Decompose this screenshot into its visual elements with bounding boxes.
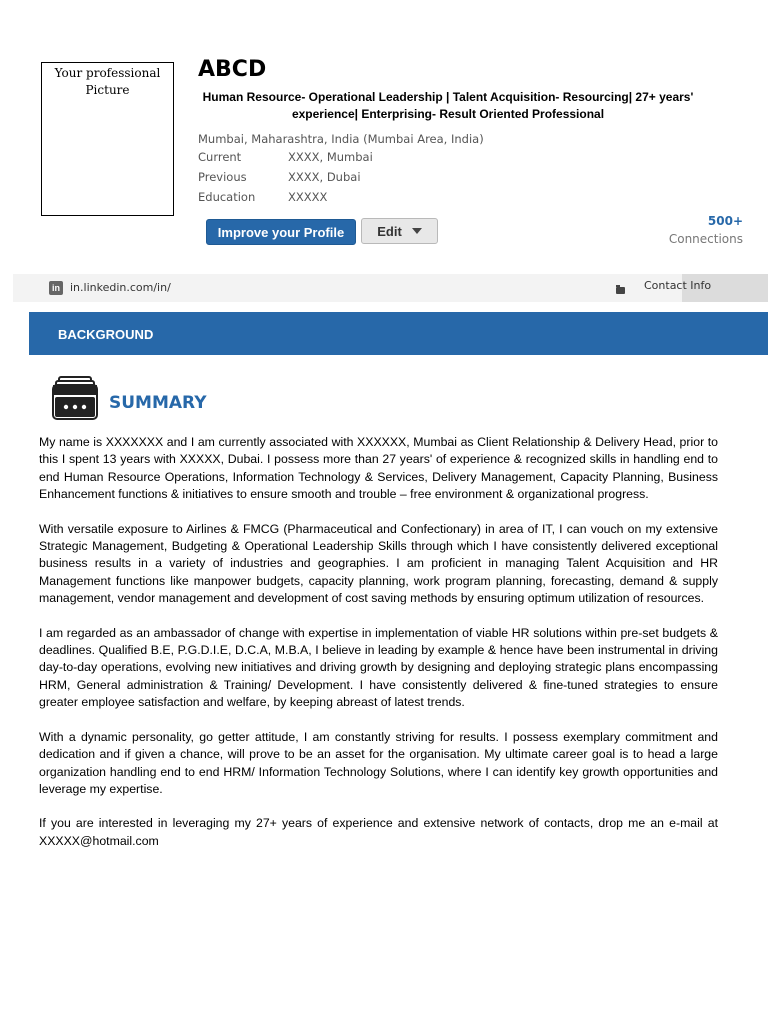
improve-profile-button[interactable]: Improve your Profile	[206, 219, 356, 245]
public-profile-url-bar	[13, 274, 768, 302]
background-title: BACKGROUND	[58, 327, 154, 342]
contact-card-icon	[616, 287, 625, 294]
profile-photo-placeholder[interactable]	[41, 62, 174, 216]
summary-body	[39, 434, 718, 867]
photo-placeholder-text: Your professional Picture	[54, 66, 161, 97]
summary-title: SUMMARY	[109, 393, 207, 413]
profile-headline: Human Resource- Operational Leadership | Talent Acquisition- Resourcing| 27+ years' experience| Enterprising- Result Oriented Professional	[202, 90, 694, 121]
caret-down-icon	[412, 228, 422, 234]
summary-icon	[52, 376, 98, 420]
connections-count[interactable]: 500+	[707, 214, 743, 228]
background-section-header	[29, 312, 768, 355]
summary-paragraph: With versatile exposure to Airlines & FMCG (Pharmaceutical and Confectionary) in area of IT, I can vouch on my extensive Strategic Management, Budgeting & Operational Leadership Skills through which I have consistently delivered exceptional business results in a variety of industries and geographies. I am proficient in managing Talent Acquisition and HR Management functions like manpower budgets, capacity planning, work program planning, forecasting, demand & supply management, vendor management and development of cost saving methods by ensuring optimum utilization of resources.	[39, 521, 718, 606]
contact-info-button[interactable]: Contact Info	[644, 279, 712, 292]
summary-paragraph: I am regarded as an ambassador of change with expertise in implementation of viable HR solutions within pre-set budgets & deadlines. Qualified B.E, P.G.D.I.E, D.C.A, M.B.A, I believe in leading by example & hence have been instrumental in driving day-to-day operations, evolving new initiatives and driving growth by designing and deploying strategic plans encompassing HRM, General administration & Training/ Development. I have consistently delivered & fine-tuned strategies to ensure greater employee satisfaction and welfare, by keeping abreast of latest trends.	[39, 625, 718, 710]
profile-current-row	[198, 150, 373, 164]
summary-paragraph: My name is XXXXXXX and I am currently associated with XXXXXX, Mumbai as Client Relationship & Delivery Head, prior to this I spent 13 years with XXXXX, Dubai. I possess more than 27 years' of experience & recognized skills in handling end to end Human Resource Operations, Information Technology & Services, Delivery Management, Capacity Planning, Business Enhancement functions & initiatives to ensure smooth and trouble – free environment & organizational progress.	[39, 435, 718, 502]
connections-label: Connections	[668, 232, 743, 246]
profile-location: Mumbai, Maharashtra, India (Mumbai Area, India)	[198, 132, 484, 146]
current-value[interactable]: XXXX, Mumbai	[288, 150, 373, 164]
edit-button[interactable]	[361, 218, 438, 244]
summary-paragraph: With a dynamic personality, go getter attitude, I am constantly striving for results. I possess exemplary commitment and dedication and if given a chance, will prove to be an asset for the organisation. My ultimate career goal is to head a large organization handling end to end HRM/ Information Technology Solutions, where I can identify key growth opportunities and leverage my expertise.	[39, 729, 718, 796]
previous-value[interactable]: XXXX, Dubai	[288, 170, 361, 184]
linkedin-icon: in	[49, 281, 63, 295]
previous-label: Previous	[198, 170, 247, 184]
education-value[interactable]: XXXXX	[288, 190, 328, 204]
profile-previous-row	[198, 170, 361, 184]
current-label: Current	[198, 150, 242, 164]
edit-label: Edit	[377, 223, 402, 239]
profile-name: ABCD	[198, 57, 267, 82]
profile-education-row	[198, 190, 327, 204]
summary-paragraph: If you are interested in leveraging my 27+ years of experience and extensive network of contacts, drop me an e-mail at XXXXX@hotmail.com	[39, 816, 718, 848]
profile-url[interactable]: in.linkedin.com/in/	[70, 281, 171, 294]
education-label: Education	[198, 190, 256, 204]
